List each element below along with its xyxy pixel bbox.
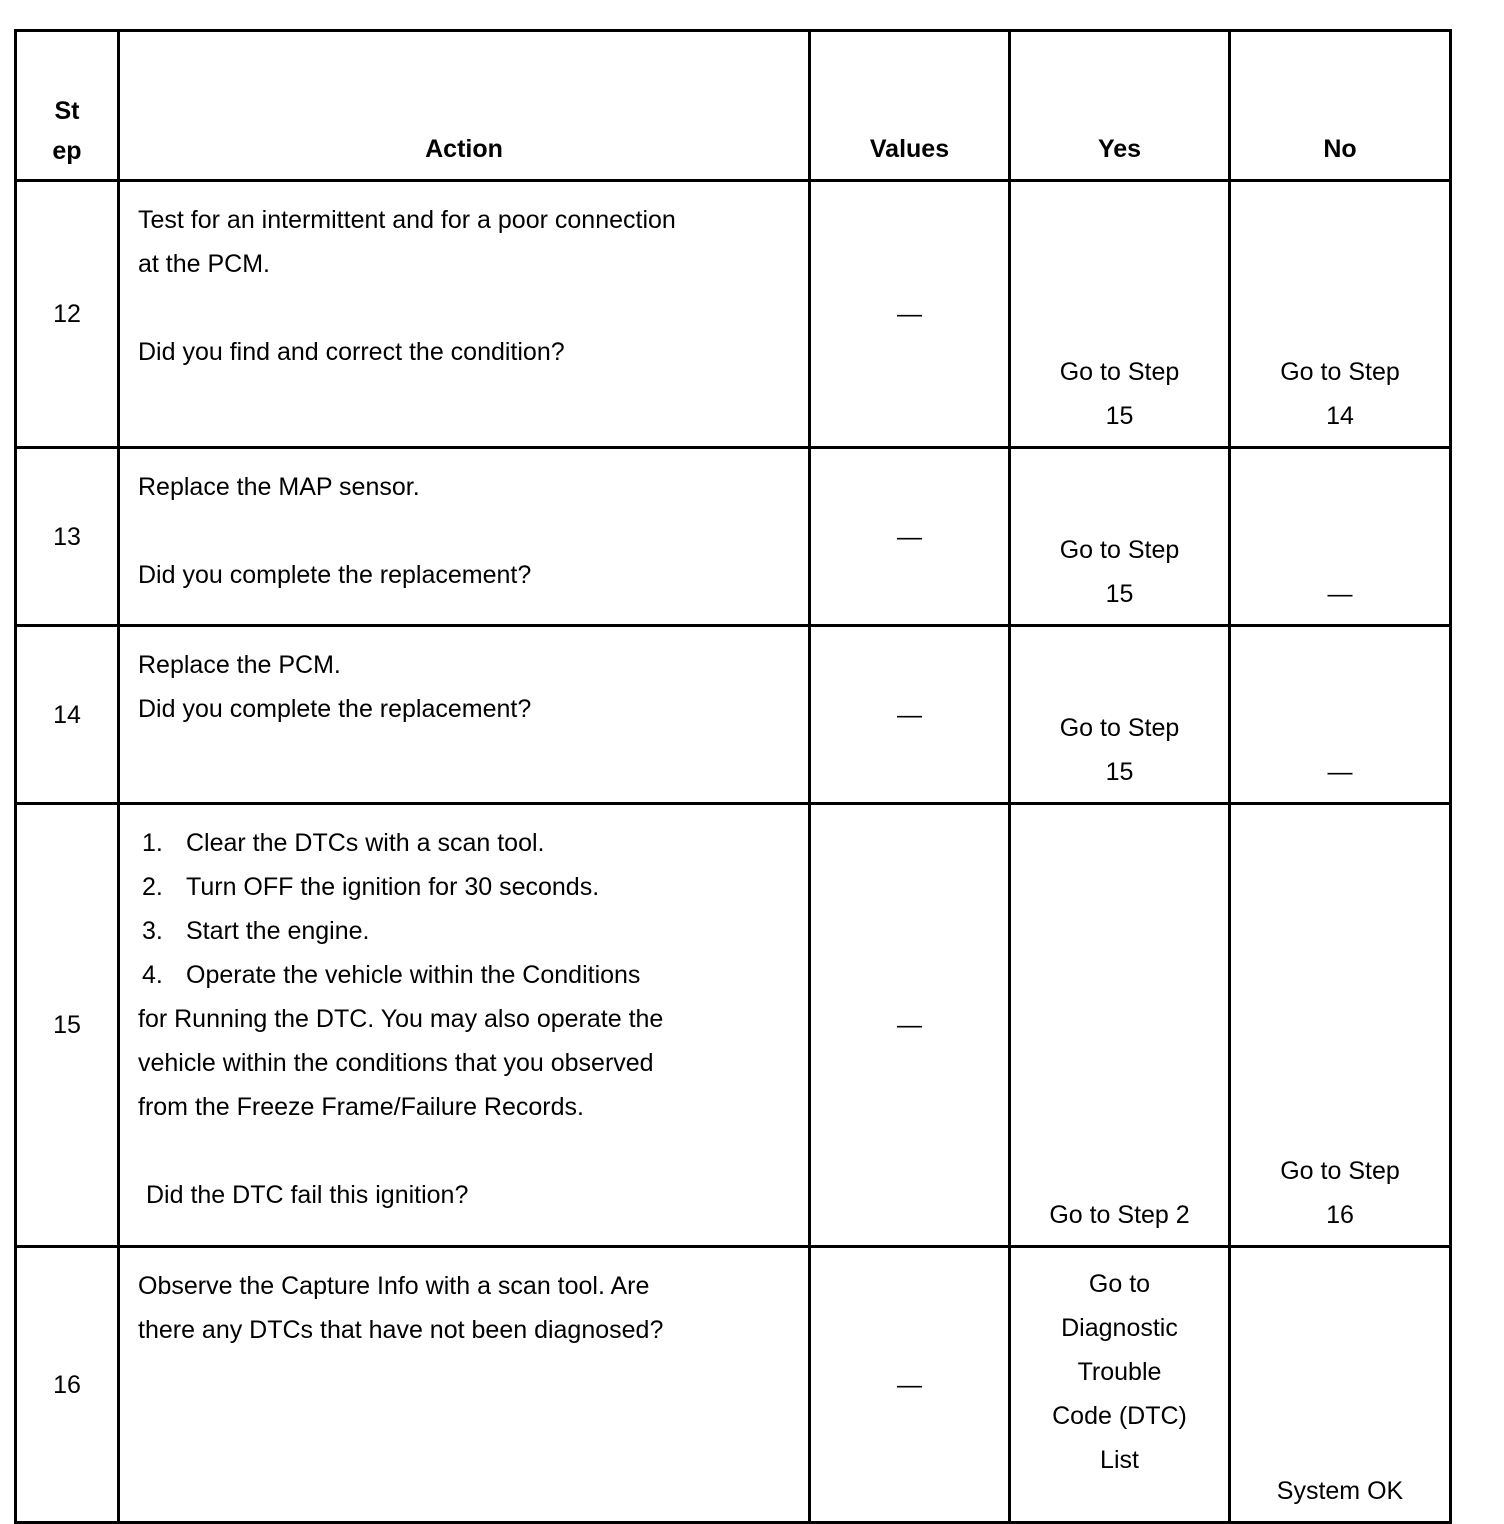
numbered-step: 1. Clear the DTCs with a scan tool.: [142, 829, 545, 857]
no-cell: Go to Step 16: [1230, 804, 1451, 1247]
table-row: [16, 1247, 1451, 1523]
action-cell: 1. Clear the DTCs with a scan tool. 2. Turn OFF the ignition for 30 seconds. 3. Start the engine. 4. Operate the vehicle within the Conditions for Running the DTC. You may also operate the vehicle within the conditions that you observed from the Freeze Frame/Failure Records. Did the DTC fail this ignition?: [119, 804, 810, 1247]
no-cell: System OK: [1230, 1247, 1451, 1523]
values-cell: —: [810, 626, 1010, 804]
values-cell: —: [810, 181, 1010, 448]
header-yes: Yes: [1010, 31, 1230, 181]
header-action: Action: [119, 31, 810, 181]
no-cell: Go to Step 14: [1230, 181, 1451, 448]
no-cell: —: [1230, 448, 1451, 626]
table-row: [16, 804, 1451, 1247]
action-question: Did you complete the replacement?: [138, 561, 532, 589]
header-step: St ep: [16, 31, 119, 181]
step-number: 15: [16, 804, 119, 1247]
step-number: 14: [16, 626, 119, 804]
action-cell: Observe the Capture Info with a scan tool. Are there any DTCs that have not been diagnosed?: [119, 1247, 810, 1523]
action-cell: Replace the MAP sensor. Did you complete the replacement?: [119, 448, 810, 626]
header-row: [16, 31, 1451, 181]
values-cell: —: [810, 804, 1010, 1247]
header-no: No: [1230, 31, 1451, 181]
table-row: [16, 626, 1451, 804]
yes-cell: Go to Step 15: [1010, 626, 1230, 804]
yes-cell: Go to Diagnostic Trouble Code (DTC) List: [1010, 1247, 1230, 1523]
yes-cell: Go to Step 15: [1010, 448, 1230, 626]
numbered-step: 3. Start the engine.: [142, 917, 370, 945]
action-cell: Replace the PCM. Did you complete the replacement?: [119, 626, 810, 804]
step-number: 16: [16, 1247, 119, 1523]
action-cell: Test for an intermittent and for a poor connection at the PCM. Did you find and correct the condition?: [119, 181, 810, 448]
action-question: Did you complete the replacement?: [138, 695, 532, 723]
action-question: Did the DTC fail this ignition?: [146, 1181, 469, 1209]
values-cell: —: [810, 1247, 1010, 1523]
header-values: Values: [810, 31, 1010, 181]
table-row: [16, 448, 1451, 626]
yes-cell: Go to Step 15: [1010, 181, 1230, 448]
numbered-step: 2. Turn OFF the ignition for 30 seconds.: [142, 873, 600, 901]
step-number: 12: [16, 181, 119, 448]
action-question: Did you find and correct the condition?: [138, 338, 565, 366]
step-number: 13: [16, 448, 119, 626]
table-row: [16, 181, 1451, 448]
yes-cell: Go to Step 2: [1010, 804, 1230, 1247]
numbered-step: 4. Operate the vehicle within the Conditions: [142, 961, 641, 989]
diagnostic-table: [14, 29, 1452, 1524]
values-cell: —: [810, 448, 1010, 626]
no-cell: —: [1230, 626, 1451, 804]
